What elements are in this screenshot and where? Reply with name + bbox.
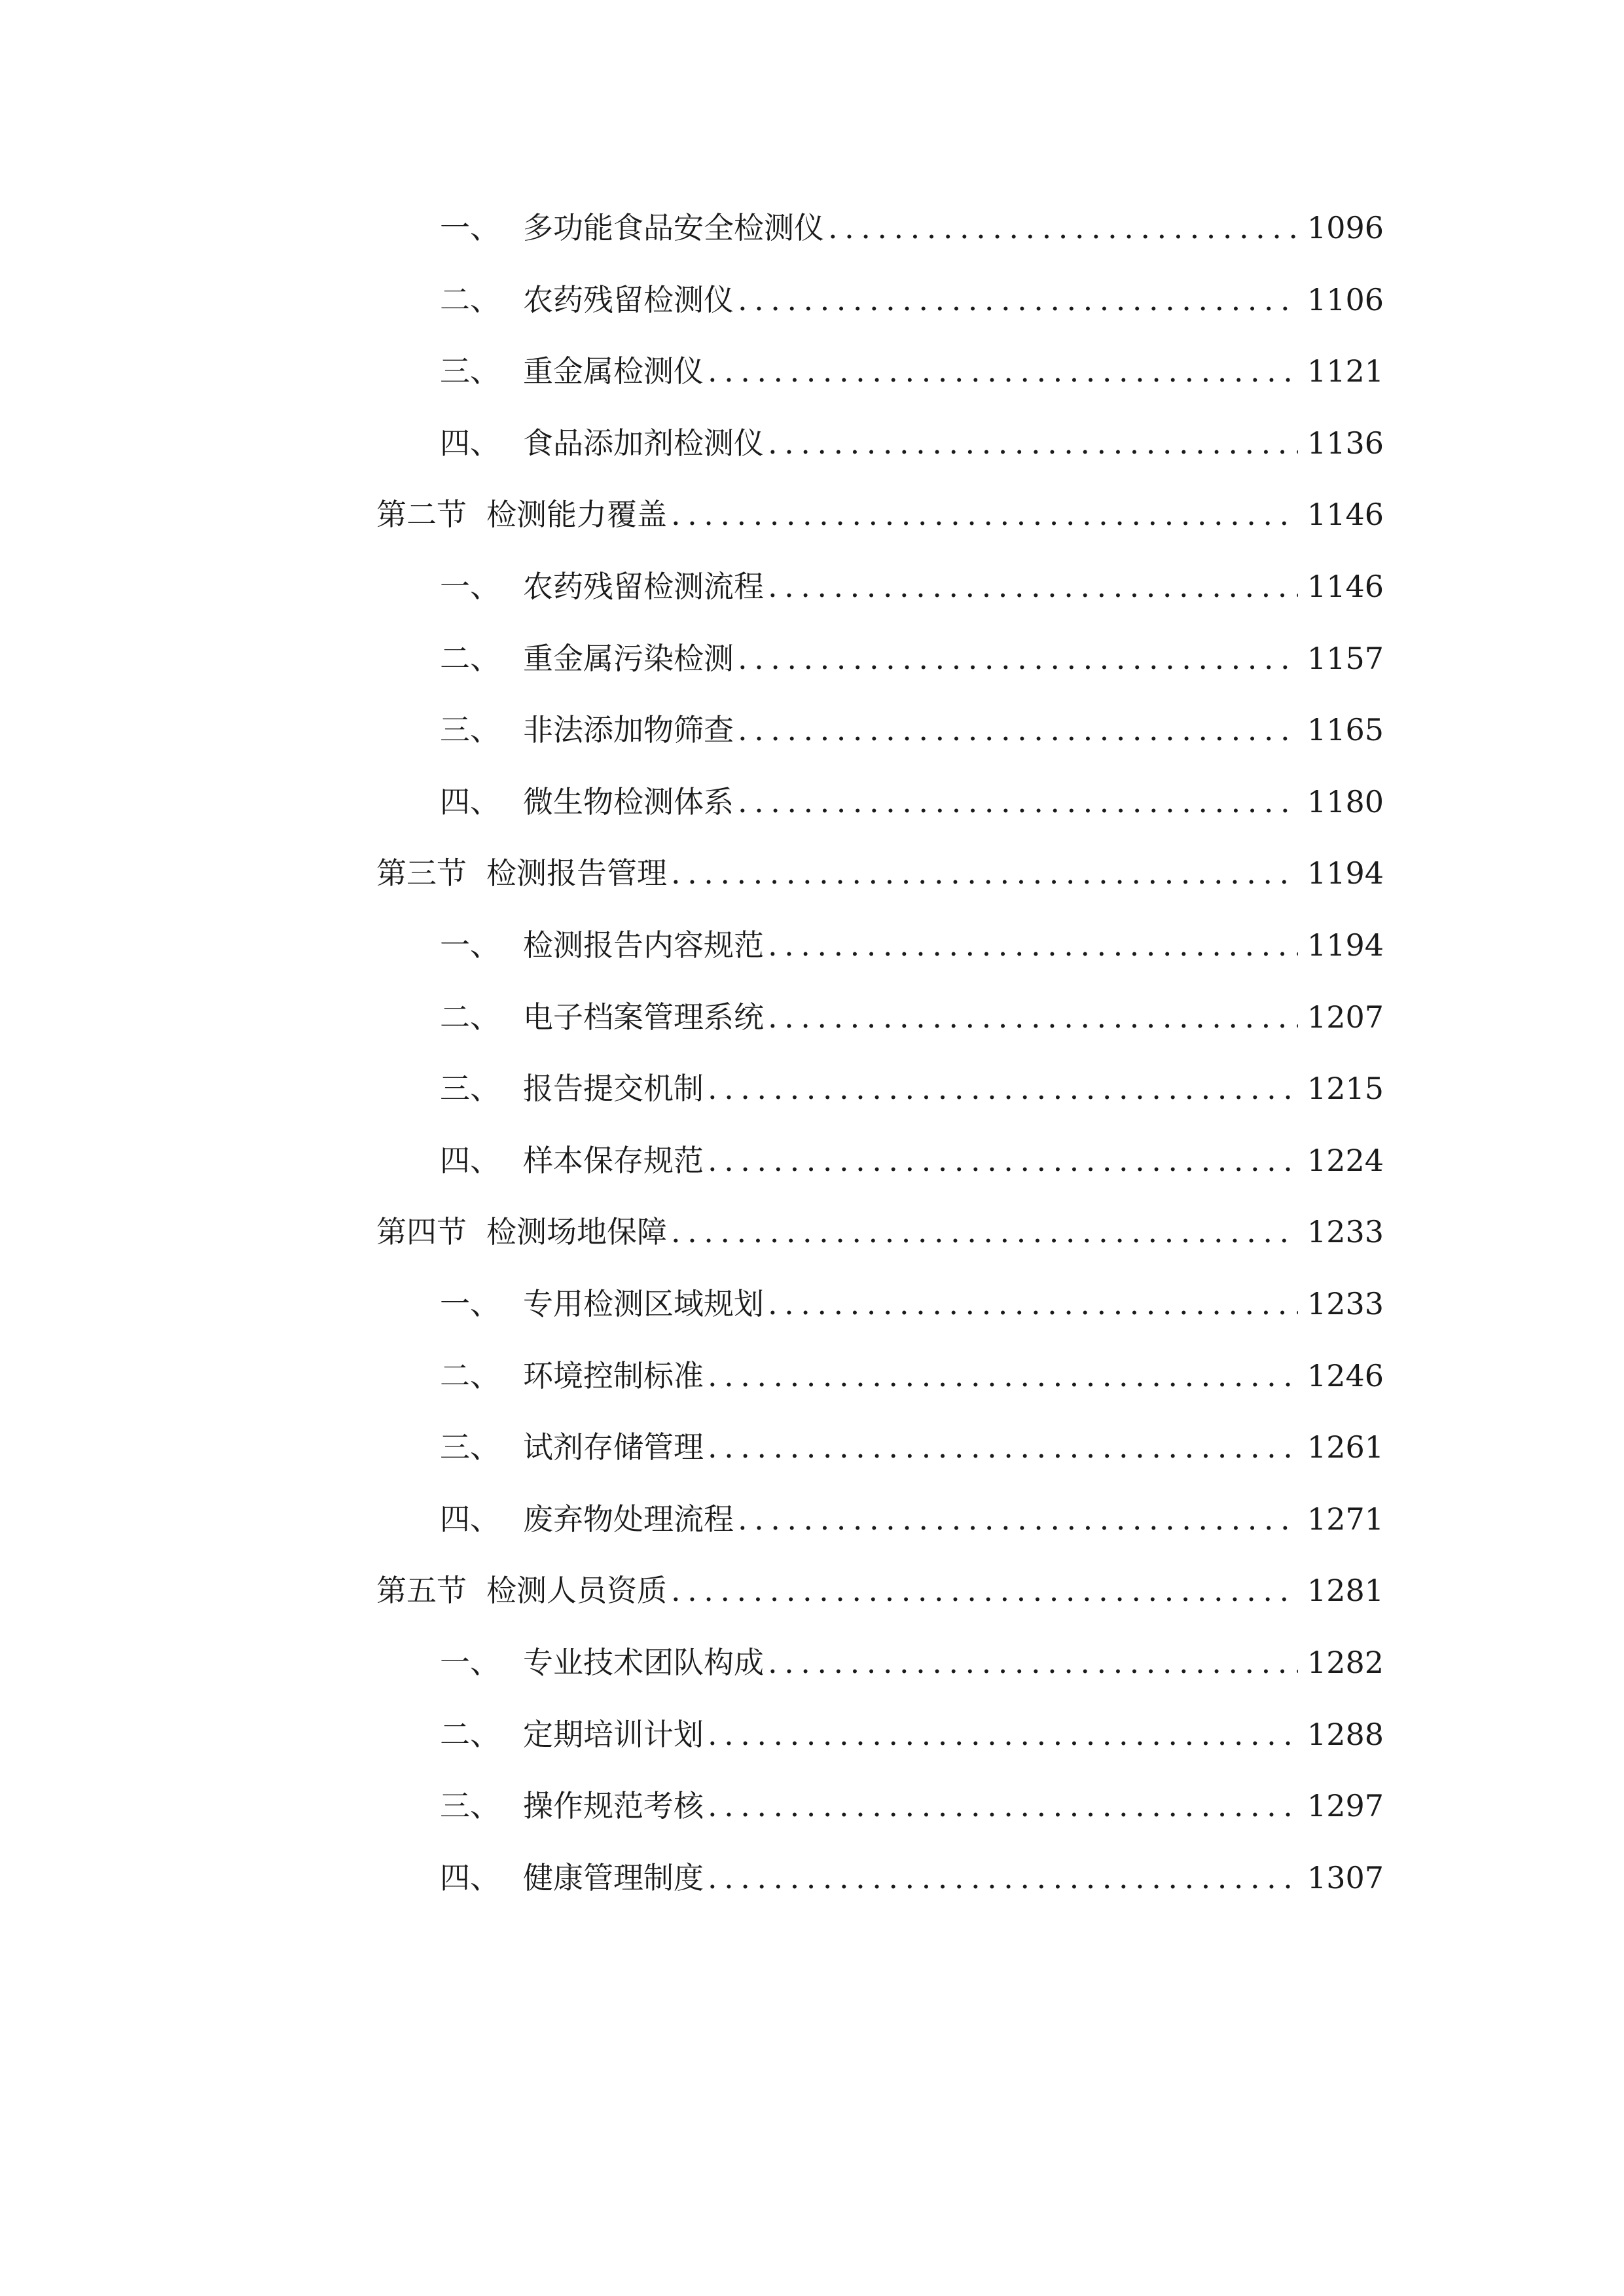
toc-subsection-entry[interactable] (440, 1278, 1384, 1330)
toc-entry-page-number: 1281 (1307, 1573, 1384, 1609)
toc-entry-marker: 一、 (440, 210, 500, 245)
toc-dot-leader (708, 1708, 1298, 1761)
toc-dot-leader (768, 1278, 1298, 1330)
toc-entry-title: 操作规范考核 (523, 1788, 704, 1824)
toc-dot-leader (708, 1780, 1298, 1832)
toc-subsection-entry[interactable] (440, 991, 1384, 1043)
toc-dot-leader (708, 1421, 1298, 1473)
toc-dot-leader (738, 1493, 1298, 1545)
toc-dot-leader (708, 1062, 1298, 1115)
toc-entry-marker: 一、 (440, 569, 500, 604)
toc-entry-page-number: 1136 (1307, 425, 1384, 461)
toc-entry-title: 农药残留检测仪 (523, 281, 734, 317)
toc-dot-leader (671, 847, 1298, 899)
toc-entry-title: 健康管理制度 (523, 1859, 704, 1895)
toc-entry-page-number: 1297 (1307, 1788, 1384, 1824)
toc-entry-title: 检测报告内容规范 (523, 927, 764, 963)
toc-entry-title: 重金属污染检测 (523, 640, 734, 676)
toc-entry-marker: 二、 (440, 1716, 500, 1752)
toc-entry-title: 检测报告管理 (486, 855, 667, 891)
toc-entry-page-number: 1106 (1307, 281, 1384, 317)
toc-dot-leader (708, 345, 1298, 397)
toc-entry-title: 专业技术团队构成 (523, 1645, 764, 1680)
toc-entry-marker: 二、 (440, 999, 500, 1035)
toc-dot-leader (768, 919, 1298, 971)
toc-entry-title: 多功能食品安全检测仪 (523, 210, 824, 245)
toc-subsection-entry[interactable] (440, 919, 1384, 971)
toc-subsection-entry[interactable] (440, 417, 1384, 469)
toc-entry-title: 定期培训计划 (523, 1716, 704, 1752)
toc-entry-marker: 三、 (440, 1429, 500, 1465)
toc-entry-marker: 第二节 (376, 497, 467, 533)
toc-entry-title: 样本保存规范 (523, 1142, 704, 1178)
toc-entry-page-number: 1246 (1307, 1357, 1384, 1393)
toc-entry-title: 检测人员资质 (486, 1573, 667, 1609)
toc-section-entry[interactable] (376, 847, 1384, 899)
toc-entry-page-number: 1146 (1307, 569, 1384, 604)
toc-entry-page-number: 1165 (1307, 712, 1384, 748)
toc-entry-marker: 二、 (440, 281, 500, 317)
toc-dot-leader (708, 1852, 1298, 1904)
toc-entry-page-number: 1207 (1307, 999, 1384, 1035)
toc-entry-marker: 一、 (440, 1286, 500, 1321)
toc-subsection-entry[interactable] (440, 1852, 1384, 1904)
toc-entry-marker: 二、 (440, 1357, 500, 1393)
toc-entry-page-number: 1121 (1307, 353, 1384, 389)
toc-entry-title: 试剂存储管理 (523, 1429, 704, 1465)
toc-entry-marker: 四、 (440, 1859, 500, 1895)
toc-subsection-entry[interactable] (440, 202, 1384, 254)
toc-subsection-entry[interactable] (440, 632, 1384, 685)
toc-entry-marker: 四、 (440, 783, 500, 819)
toc-entry-title: 电子档案管理系统 (523, 999, 764, 1035)
toc-dot-leader (671, 1206, 1298, 1258)
toc-entry-page-number: 1096 (1307, 210, 1384, 245)
toc-subsection-entry[interactable] (440, 1350, 1384, 1402)
toc-entry-marker: 一、 (440, 1645, 500, 1680)
toc-subsection-entry[interactable] (440, 1134, 1384, 1187)
toc-entry-marker: 三、 (440, 712, 500, 748)
toc-dot-leader (671, 488, 1298, 541)
toc-section-entry[interactable] (376, 1564, 1384, 1617)
toc-entry-marker: 三、 (440, 353, 500, 389)
toc-entry-marker: 第三节 (376, 855, 467, 891)
toc-entry-page-number: 1261 (1307, 1429, 1384, 1465)
toc-entry-page-number: 1282 (1307, 1645, 1384, 1680)
toc-subsection-entry[interactable] (440, 1708, 1384, 1761)
toc-subsection-entry[interactable] (440, 1062, 1384, 1115)
toc-dot-leader (738, 632, 1298, 685)
toc-entry-title: 微生物检测体系 (523, 783, 734, 819)
toc-dot-leader (738, 704, 1298, 756)
toc-entry-title: 检测场地保障 (486, 1214, 667, 1250)
toc-entry-page-number: 1233 (1307, 1286, 1384, 1321)
toc-dot-leader (738, 274, 1298, 326)
toc-dot-leader (828, 202, 1298, 254)
toc-dot-leader (708, 1350, 1298, 1402)
toc-section-entry[interactable] (376, 1206, 1384, 1258)
toc-dot-leader (708, 1134, 1298, 1187)
toc-subsection-entry[interactable] (440, 1421, 1384, 1473)
toc-entry-page-number: 1194 (1307, 927, 1384, 963)
toc-section-entry[interactable] (376, 488, 1384, 541)
toc-dot-leader (768, 560, 1298, 613)
toc-entry-title: 报告提交机制 (523, 1071, 704, 1107)
toc-entry-title: 检测能力覆盖 (486, 497, 667, 533)
toc-entry-title: 非法添加物筛查 (523, 712, 734, 748)
toc-subsection-entry[interactable] (440, 274, 1384, 326)
toc-entry-marker: 四、 (440, 1142, 500, 1178)
toc-entry-title: 重金属检测仪 (523, 353, 704, 389)
toc-entry-page-number: 1271 (1307, 1501, 1384, 1537)
toc-dot-leader (738, 776, 1298, 828)
toc-entry-marker: 四、 (440, 425, 500, 461)
toc-entry-marker: 第五节 (376, 1573, 467, 1609)
toc-subsection-entry[interactable] (440, 704, 1384, 756)
toc-entry-title: 食品添加剂检测仪 (523, 425, 764, 461)
toc-entry-marker: 二、 (440, 640, 500, 676)
toc-entry-page-number: 1233 (1307, 1214, 1384, 1250)
toc-entry-title: 专用检测区域规划 (523, 1286, 764, 1321)
toc-entry-title: 农药残留检测流程 (523, 569, 764, 604)
toc-subsection-entry[interactable] (440, 345, 1384, 397)
toc-entry-marker: 三、 (440, 1071, 500, 1107)
toc-entry-page-number: 1157 (1307, 640, 1384, 676)
toc-subsection-entry[interactable] (440, 776, 1384, 828)
toc-entry-page-number: 1180 (1307, 783, 1384, 819)
toc-dot-leader (768, 1636, 1298, 1689)
toc-subsection-entry[interactable] (440, 1493, 1384, 1545)
toc-entry-title: 废弃物处理流程 (523, 1501, 734, 1537)
toc-entry-page-number: 1288 (1307, 1716, 1384, 1752)
toc-entry-page-number: 1146 (1307, 497, 1384, 533)
toc-subsection-entry[interactable] (440, 560, 1384, 613)
toc-entry-page-number: 1307 (1307, 1859, 1384, 1895)
toc-subsection-entry[interactable] (440, 1636, 1384, 1689)
toc-entry-page-number: 1194 (1307, 855, 1384, 891)
toc-entry-marker: 第四节 (376, 1214, 467, 1250)
toc-entry-page-number: 1224 (1307, 1142, 1384, 1178)
toc-entry-page-number: 1215 (1307, 1071, 1384, 1107)
toc-subsection-entry[interactable] (440, 1780, 1384, 1832)
toc-entry-title: 环境控制标准 (523, 1357, 704, 1393)
toc-dot-leader (768, 991, 1298, 1043)
toc-entry-marker: 四、 (440, 1501, 500, 1537)
toc-dot-leader (671, 1564, 1298, 1617)
toc-entry-marker: 三、 (440, 1788, 500, 1824)
toc-entry-marker: 一、 (440, 927, 500, 963)
toc-dot-leader (768, 417, 1298, 469)
